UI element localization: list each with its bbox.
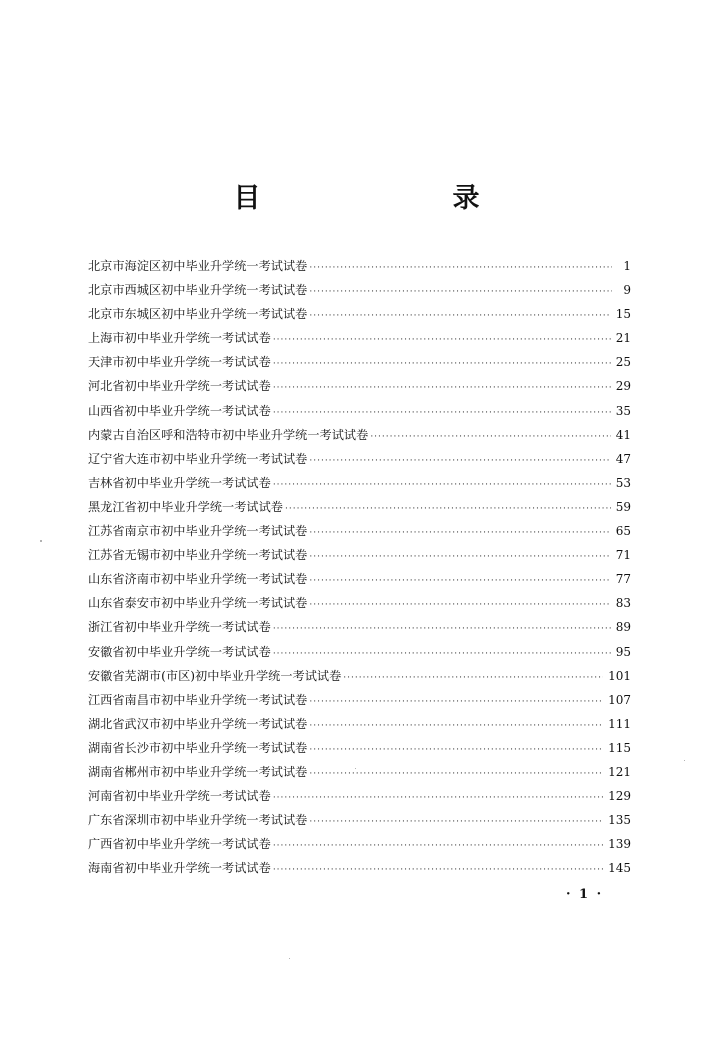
toc-entry[interactable] — [88, 302, 631, 326]
toc-entry-page: 25 — [615, 355, 631, 370]
toc-entry-title: 河南省初中毕业升学统一考试试卷 — [88, 789, 271, 804]
toc-entry-title: 安徽省芜湖市(市区)初中毕业升学统一考试试卷 — [88, 668, 342, 683]
toc-entry-page: 135 — [608, 813, 631, 828]
toc-entry-page: 29 — [615, 379, 631, 394]
dot-leader — [370, 425, 610, 449]
dot-leader — [309, 593, 610, 617]
page-title: 目 录 — [233, 183, 526, 214]
dot-leader — [273, 617, 611, 641]
toc-entry-title: 广西省初中毕业升学统一考试试卷 — [88, 837, 271, 852]
toc-entry-page: 53 — [615, 475, 631, 490]
toc-entry-title: 北京市东城区初中毕业升学统一考试试卷 — [88, 307, 308, 322]
toc-entry-page: 139 — [608, 837, 631, 852]
toc-entry[interactable] — [88, 736, 631, 760]
toc-entry-title: 北京市西城区初中毕业升学统一考试试卷 — [88, 283, 308, 298]
toc-entry-title: 湖南省郴州市初中毕业升学统一考试试卷 — [88, 764, 308, 779]
toc-entry[interactable] — [88, 423, 631, 447]
toc-entry[interactable] — [88, 640, 631, 664]
toc-entry-title: 海南省初中毕业升学统一考试试卷 — [88, 861, 271, 876]
toc-entry-page: 145 — [608, 861, 631, 876]
dot-leader — [309, 521, 610, 545]
toc-entry[interactable] — [88, 350, 631, 374]
toc-entry-title: 湖北省武汉市初中毕业升学统一考试试卷 — [88, 716, 308, 731]
toc-entry[interactable] — [88, 543, 631, 567]
toc-entry-title: 山东省济南市初中毕业升学统一考试试卷 — [88, 572, 308, 587]
toc-entry-page: 121 — [608, 764, 631, 779]
dot-leader — [309, 304, 610, 328]
toc-entry-page: 59 — [615, 499, 631, 514]
dot-leader — [309, 256, 612, 280]
dot-leader — [273, 834, 603, 858]
toc-entry[interactable] — [88, 615, 631, 639]
toc-entry-title: 湖南省长沙市初中毕业升学统一考试试卷 — [88, 740, 308, 755]
scan-speck — [289, 958, 290, 959]
toc-entry-page: 89 — [615, 620, 631, 635]
dot-leader — [273, 328, 611, 352]
toc-entry[interactable] — [88, 784, 631, 808]
toc-entry-page: 83 — [615, 596, 631, 611]
toc-entry[interactable] — [88, 447, 631, 471]
toc-entry-page: 47 — [615, 451, 631, 466]
toc-entry[interactable] — [88, 712, 631, 736]
dot-leader — [285, 497, 611, 521]
toc-entry-page: 65 — [615, 524, 631, 539]
toc-entry-page: 107 — [608, 692, 631, 707]
toc-entry-title: 辽宁省大连市初中毕业升学统一考试试卷 — [88, 451, 308, 466]
dot-leader — [309, 714, 603, 738]
toc-entry[interactable] — [88, 399, 631, 423]
dot-leader — [309, 569, 610, 593]
toc-entry[interactable] — [88, 519, 631, 543]
dot-leader — [343, 666, 603, 690]
dot-leader — [273, 473, 611, 497]
toc-entry-title: 浙江省初中毕业升学统一考试试卷 — [88, 620, 271, 635]
dot-leader — [309, 280, 612, 304]
table-of-contents — [88, 254, 631, 880]
toc-entry[interactable] — [88, 495, 631, 519]
scan-speck — [355, 768, 356, 769]
toc-entry[interactable] — [88, 374, 631, 398]
toc-entry-page: 115 — [608, 740, 631, 755]
dot-leader — [273, 858, 603, 882]
dot-leader — [309, 762, 603, 786]
dot-leader — [309, 545, 610, 569]
toc-entry-title: 江西省南昌市初中毕业升学统一考试试卷 — [88, 692, 308, 707]
toc-entry[interactable] — [88, 591, 631, 615]
toc-entry-page: 35 — [615, 403, 631, 418]
toc-entry[interactable] — [88, 254, 631, 278]
toc-entry-title: 河北省初中毕业升学统一考试试卷 — [88, 379, 271, 394]
toc-entry-page: 9 — [623, 283, 631, 298]
toc-entry-title: 江苏省南京市初中毕业升学统一考试试卷 — [88, 524, 308, 539]
toc-entry-page: 15 — [615, 307, 631, 322]
dot-leader — [309, 690, 603, 714]
toc-entry[interactable] — [88, 326, 631, 350]
toc-entry-title: 山东省泰安市初中毕业升学统一考试试卷 — [88, 596, 308, 611]
toc-entry-title: 黑龙江省初中毕业升学统一考试试卷 — [88, 499, 283, 514]
scan-speck — [40, 540, 42, 542]
toc-entry-page: 111 — [608, 716, 631, 731]
toc-entry-page: 1 — [623, 259, 631, 273]
toc-entry-page: 77 — [615, 572, 631, 587]
toc-entry-page: 101 — [608, 668, 631, 683]
toc-entry-page: 71 — [615, 548, 631, 563]
dot-leader — [273, 642, 611, 666]
toc-entry-title: 山西省初中毕业升学统一考试试卷 — [88, 403, 271, 418]
toc-entry-page: 41 — [615, 427, 631, 442]
toc-entry[interactable] — [88, 688, 631, 712]
toc-entry-title: 江苏省无锡市初中毕业升学统一考试试卷 — [88, 548, 308, 563]
toc-entry-page: 95 — [615, 644, 631, 659]
dot-leader — [273, 786, 603, 810]
dot-leader — [309, 449, 610, 473]
toc-entry[interactable] — [88, 471, 631, 495]
toc-entry[interactable] — [88, 808, 631, 832]
page-number: · 1 · — [566, 887, 604, 902]
toc-entry-title: 安徽省初中毕业升学统一考试试卷 — [88, 644, 271, 659]
toc-entry-title: 北京市海淀区初中毕业升学统一考试试卷 — [88, 259, 308, 273]
dot-leader — [273, 376, 611, 400]
toc-entry[interactable] — [88, 278, 631, 302]
toc-entry-page: 21 — [615, 331, 631, 346]
toc-entry-title: 吉林省初中毕业升学统一考试试卷 — [88, 475, 271, 490]
toc-entry-title: 广东省深圳市初中毕业升学统一考试试卷 — [88, 813, 308, 828]
dot-leader — [273, 352, 611, 376]
toc-entry-title: 上海市初中毕业升学统一考试试卷 — [88, 331, 271, 346]
toc-entry[interactable] — [88, 567, 631, 591]
toc-entry-page: 129 — [608, 789, 631, 804]
toc-entry[interactable] — [88, 664, 631, 688]
toc-entry[interactable] — [88, 856, 631, 880]
toc-entry-title: 天津市初中毕业升学统一考试试卷 — [88, 355, 271, 370]
toc-entry[interactable] — [88, 832, 631, 856]
dot-leader — [309, 810, 603, 834]
scan-speck — [684, 760, 685, 761]
toc-entry[interactable] — [88, 760, 631, 784]
dot-leader — [273, 401, 611, 425]
toc-entry-title: 内蒙古自治区呼和浩特市初中毕业升学统一考试试卷 — [88, 427, 369, 442]
dot-leader — [309, 738, 603, 762]
